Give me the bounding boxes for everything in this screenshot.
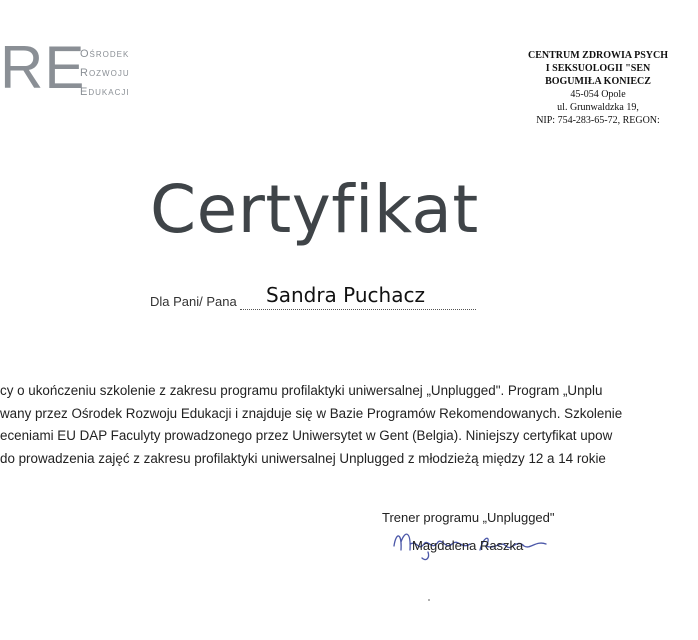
recipient-label: Dla Pani/ Pana <box>150 294 237 309</box>
center-name-line-3: BOGUMIŁA KONIECZ <box>545 76 651 87</box>
paper-speck <box>428 599 430 601</box>
body-line-4: do prowadzenia zajęć z zakresu profilaktyki uniwersalnej Unplugged z młodzieżą między 12 a 14 rokie <box>0 450 606 466</box>
logo-mark: RE <box>0 34 86 101</box>
logo-line-2: Rozwoju <box>80 67 130 79</box>
center-street: ul. Grunwaldzka 19, <box>557 102 639 113</box>
body-line-2: wany przez Ośrodek Rozwoju Edukacji i znajduje się w Bazie Programów Rekomendowanych. Szkolenie <box>0 405 623 421</box>
center-address-block <box>498 49 698 127</box>
recipient-name: Sandra Puchacz <box>266 283 425 307</box>
certificate-body <box>0 380 622 470</box>
body-line-3: eceniami EU DAP Faculyty prowadzonego przez Uniwersytet w Gent (Belgia). Niniejszy certyfikat upow <box>0 428 613 443</box>
trainer-caption: Trener programu „Unplugged" <box>382 510 555 525</box>
certificate-title: Certyfikat <box>150 171 479 248</box>
logo-text <box>80 45 130 102</box>
center-name-line-2: I SEKSUOLOGII "SEN <box>545 63 651 74</box>
center-postal-code: 45-054 Opole <box>570 89 626 100</box>
body-line-1: cy o ukończeniu szkolenie z zakresu programu profilaktyki uniwersalnej „Unplugged". Program „Unplu <box>0 383 603 398</box>
center-name-line-1: CENTRUM ZDROWIA PSYCH <box>527 50 668 61</box>
logo-line-1: Ośrodek <box>80 48 130 60</box>
center-tax-ids: NIP: 754-283-65-72, REGON: <box>536 115 660 126</box>
logo-line-3: Edukacji <box>80 86 130 98</box>
trainer-name: Magdalena Raszka <box>412 538 524 553</box>
